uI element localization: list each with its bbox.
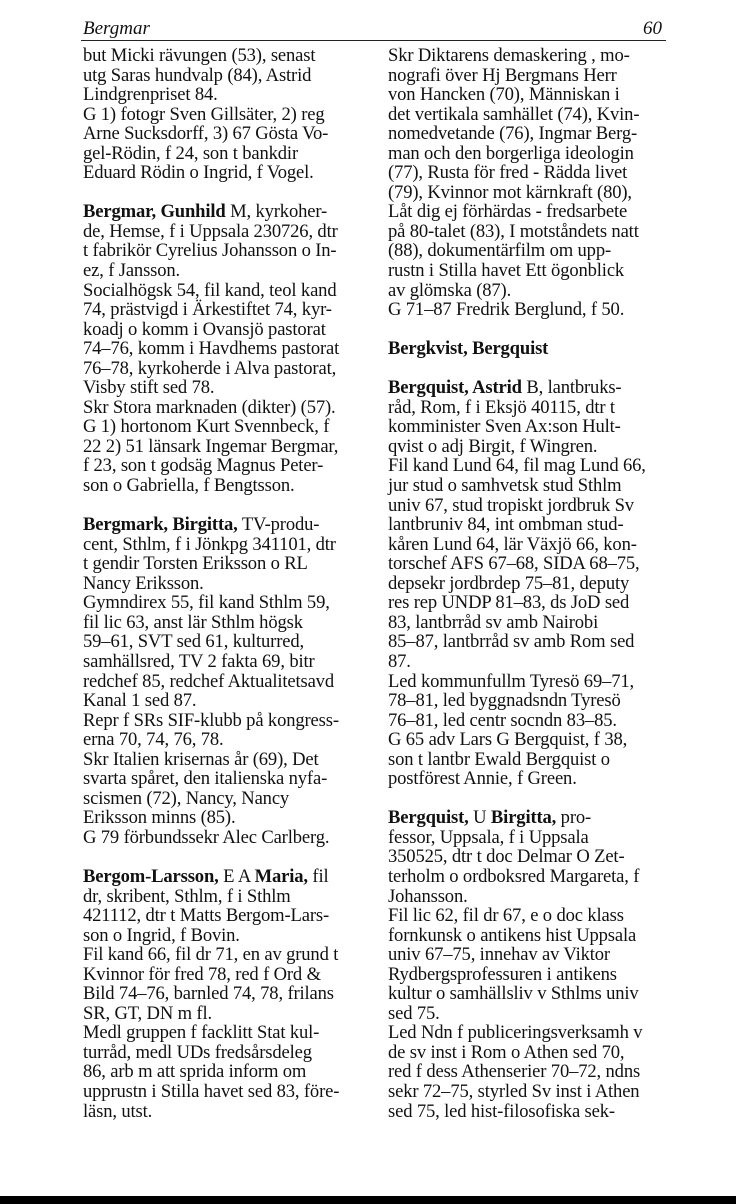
text-line: f 23, son t godsäg Magnus Peter- xyxy=(83,455,324,477)
text-line: av glömska (87). xyxy=(388,279,512,301)
biography-entry xyxy=(83,515,368,847)
text-line: erna 70, 74, 76, 78. xyxy=(83,729,224,751)
text-line: t gendir Torsten Eriksson o RL xyxy=(83,553,308,575)
text-line: (79), Kvinnor mot kärnkraft (80), xyxy=(388,181,632,203)
text-line: Arne Sucksdorff, 3) 67 Gösta Vo- xyxy=(83,123,329,145)
text-line: 87. xyxy=(388,650,411,672)
text-line: Visby stift sed 78. xyxy=(83,377,215,399)
entry-name: Bergmark, Birgitta, xyxy=(83,514,238,536)
text-line: kåren Lund 64, lär Växjö 66, kon- xyxy=(388,533,637,555)
text-line: depsekr jordbrdep 75–81, deputy xyxy=(388,572,630,594)
running-head: Bergmar xyxy=(83,18,150,39)
text-line: 78–81, led byggnadsndn Tyresö xyxy=(388,690,621,712)
text-line: fornkunsk o antikens hist Uppsala xyxy=(388,924,637,946)
biography-entry xyxy=(83,202,368,495)
entry-heading-rest: B, lantbruks- xyxy=(521,377,622,399)
text-line: torschef AFS 67–68, SIDA 68–75, xyxy=(388,553,640,575)
text-line: Socialhögsk 54, fil kand, teol kand xyxy=(83,279,337,301)
text-line: (77), Rusta för fred - Rädda livet xyxy=(388,162,628,184)
text-line: samhällsred, TV 2 fakta 69, bitr xyxy=(83,650,315,672)
text-line: res rep UNDP 81–83, ds JoD sed xyxy=(388,592,630,614)
text-line: Skr Stora marknaden (dikter) (57). xyxy=(83,396,336,418)
text-line: läsn, utst. xyxy=(83,1100,153,1122)
right-column xyxy=(388,46,673,1141)
text-line: Rydbergsprofessuren i antikens xyxy=(388,963,617,985)
biography-entry xyxy=(83,46,368,183)
text-line: G 1) hortonom Kurt Svennbeck, f xyxy=(83,416,330,438)
text-line: but Micki rävungen (53), senast xyxy=(83,45,316,66)
text-line: 350525, dtr t doc Delmar O Zet- xyxy=(388,846,625,868)
entry-heading-rest2: pro- xyxy=(556,807,592,829)
text-line: upprustn i Stilla havet sed 83, före- xyxy=(83,1080,340,1102)
text-line: svarta spåret, den italienska nyfa- xyxy=(83,768,328,790)
text-line: fil lic 63, anst lär Sthlm högsk xyxy=(83,611,303,633)
text-line: råd, Rom, f i Eksjö 40115, dtr t xyxy=(388,396,615,418)
entry-heading-rest: U xyxy=(468,807,491,829)
running-header xyxy=(81,14,666,41)
text-line: Johansson. xyxy=(388,885,468,907)
text-line: Bild 74–76, barnled 74, 78, frilans xyxy=(83,983,334,1005)
text-line: Fil lic 62, fil dr 67, e o doc klass xyxy=(388,905,624,927)
text-line: på 80-talet (83), I motståndets natt xyxy=(388,220,639,242)
text-line: sed 75. xyxy=(388,1002,440,1024)
text-line: komminister Sven Ax:son Hult- xyxy=(388,416,621,438)
text-line: koadj o komm i Ovansjö pastorat xyxy=(83,318,326,340)
page-number: 60 xyxy=(643,18,662,39)
text-line: son o Ingrid, f Bovin. xyxy=(83,924,240,946)
entry-given-name: Maria, xyxy=(254,865,308,887)
text-line: rustn i Stilla havet Ett ögonblick xyxy=(388,260,625,282)
text-line: Led kommunfullm Tyresö 69–71, xyxy=(388,670,635,692)
text-line: 421112, dtr t Matts Bergom-Lars- xyxy=(83,905,330,927)
text-line: nografi över Hj Bergmans Herr xyxy=(388,64,617,86)
text-line: fessor, Uppsala, f i Uppsala xyxy=(388,826,589,848)
left-column xyxy=(83,46,368,1141)
text-line: de sv inst i Rom o Athen sed 70, xyxy=(388,1041,625,1063)
text-line: G 65 adv Lars G Bergquist, f 38, xyxy=(388,729,628,751)
text-line: Medl gruppen f facklitt Stat kul- xyxy=(83,1022,320,1044)
text-line: Eriksson minns (85). xyxy=(83,807,236,829)
text-line: jur stud o samhvetsk stud Sthlm xyxy=(388,475,622,497)
text-line: Skr Diktarens demaskering , mo- xyxy=(388,45,630,66)
entry-heading-line xyxy=(83,515,368,535)
section-heading: Bergkvist, Bergquist xyxy=(388,338,549,360)
text-line: Repr f SRs SIF-klubb på kongress- xyxy=(83,709,339,731)
entry-name: Bergquist, Astrid xyxy=(388,377,522,399)
text-line: man och den borgerliga ideologin xyxy=(388,142,634,164)
text-line: G 71–87 Fredrik Berglund, f 50. xyxy=(388,299,625,321)
text-line: univ 67, stud tropiskt jordbruk Sv xyxy=(388,494,634,516)
entry-name: Bergom-Larsson, xyxy=(83,865,219,887)
text-line: Låt dig ej förhärdas - fredsarbete xyxy=(388,201,628,223)
text-line: cent, Sthlm, f i Jönkpg 341101, dtr xyxy=(83,533,336,555)
entry-heading-rest2: fil xyxy=(307,865,329,887)
text-line: (88), dokumentärfilm om upp- xyxy=(388,240,612,262)
entry-name: Bergmar, Gunhild xyxy=(83,201,226,223)
text-line: Skr Italien krisernas år (69), Det xyxy=(83,748,319,770)
text-line: ez, f Jansson. xyxy=(83,260,181,282)
text-line: kultur o samhällsliv v Sthlms univ xyxy=(388,983,639,1005)
text-line: qvist o adj Birgit, f Wingren. xyxy=(388,435,598,457)
entry-heading-line xyxy=(388,808,673,828)
text-line: 74–76, komm i Havdhems pastorat xyxy=(83,338,340,360)
text-line: von Hancken (70), Människan i xyxy=(388,84,620,106)
text-line: utg Saras hundvalp (84), Astrid xyxy=(83,64,312,86)
text-line: G 1) fotogr Sven Gillsäter, 2) reg xyxy=(83,103,325,125)
text-line: sekr 72–75, styrled Sv inst i Athen xyxy=(388,1080,640,1102)
entry-heading-line xyxy=(388,378,673,398)
text-line: 85–87, lantbrråd sv amb Rom sed xyxy=(388,631,635,653)
biography-entry xyxy=(388,378,673,788)
text-line: scismen (72), Nancy, Nancy xyxy=(83,787,290,809)
text-line: 59–61, SVT sed 61, kulturred, xyxy=(83,631,304,653)
biography-entry xyxy=(388,808,673,1121)
biography-entry xyxy=(83,867,368,1121)
entry-name: Bergquist, xyxy=(388,807,469,829)
text-line: 74, prästvigd i Ärkestiftet 74, kyr- xyxy=(83,299,332,321)
entry-given-name: Birgitta, xyxy=(490,807,557,829)
text-line: 76–81, led centr socndn 83–85. xyxy=(388,709,617,731)
text-line: de, Hemse, f i Uppsala 230726, dtr xyxy=(83,220,338,242)
entry-heading-line xyxy=(83,867,368,887)
text-line: Lindgrenpriset 84. xyxy=(83,84,218,106)
text-line: nomedvetande (76), Ingmar Berg- xyxy=(388,123,638,145)
text-line: turråd, medl UDs fredsårsdeleg xyxy=(83,1041,312,1063)
text-line: Kanal 1 sed 87. xyxy=(83,690,197,712)
entry-heading-rest: E A xyxy=(218,865,255,887)
text-line: Fil kand Lund 64, fil mag Lund 66, xyxy=(388,455,646,477)
text-line: gel-Rödin, f 24, son t bankdir xyxy=(83,142,298,164)
entry-heading-rest: TV-produ- xyxy=(237,514,320,536)
text-line: lantbruniv 84, int ombman stud- xyxy=(388,514,624,536)
entry-heading-line xyxy=(83,202,368,222)
text-line: terholm o ordboksred Margareta, f xyxy=(388,865,640,887)
entry-heading-rest: M, kyrkoher- xyxy=(225,201,328,223)
text-line: Gymndirex 55, fil kand Sthlm 59, xyxy=(83,592,330,614)
text-line: 22 2) 51 länsark Ingemar Bergmar, xyxy=(83,435,339,457)
text-line: redchef 85, redchef Aktualitetsavd xyxy=(83,670,334,692)
text-line: Led Ndn f publiceringsverksamh v xyxy=(388,1022,643,1044)
text-line: 83, lantbrråd sv amb Nairobi xyxy=(388,611,599,633)
text-line: dr, skribent, Sthlm, f i Sthlm xyxy=(83,885,291,907)
text-line: det vertikala samhället (74), Kvin- xyxy=(388,103,640,125)
biography-entry xyxy=(388,46,673,320)
text-line: 76–78, kyrkoherde i Alva pastorat, xyxy=(83,357,337,379)
text-line: Nancy Eriksson. xyxy=(83,572,204,594)
text-line: G 79 förbundssekr Alec Carlberg. xyxy=(83,826,330,848)
text-line: t fabrikör Cyrelius Johansson o In- xyxy=(83,240,337,262)
text-line: sed 75, led hist-filosofiska sek- xyxy=(388,1100,615,1122)
text-line: son o Gabriella, f Bengtsson. xyxy=(83,475,295,497)
text-line: postförest Annie, f Green. xyxy=(388,768,577,790)
text-line: Kvinnor för fred 78, red f Ord & xyxy=(83,963,321,985)
scan-bottom-edge xyxy=(0,1196,736,1204)
text-line: Eduard Rödin o Ingrid, f Vogel. xyxy=(83,162,314,184)
text-line: red f dess Athenserier 70–72, ndns xyxy=(388,1061,641,1083)
text-line: son t lantbr Ewald Bergquist o xyxy=(388,748,610,770)
text-line: SR, GT, DN m fl. xyxy=(83,1002,212,1024)
text-line: 86, arb m att sprida inform om xyxy=(83,1061,307,1083)
text-line: univ 67–75, innehav av Viktor xyxy=(388,944,610,966)
text-line: Fil kand 66, fil dr 71, en av grund t xyxy=(83,944,339,966)
